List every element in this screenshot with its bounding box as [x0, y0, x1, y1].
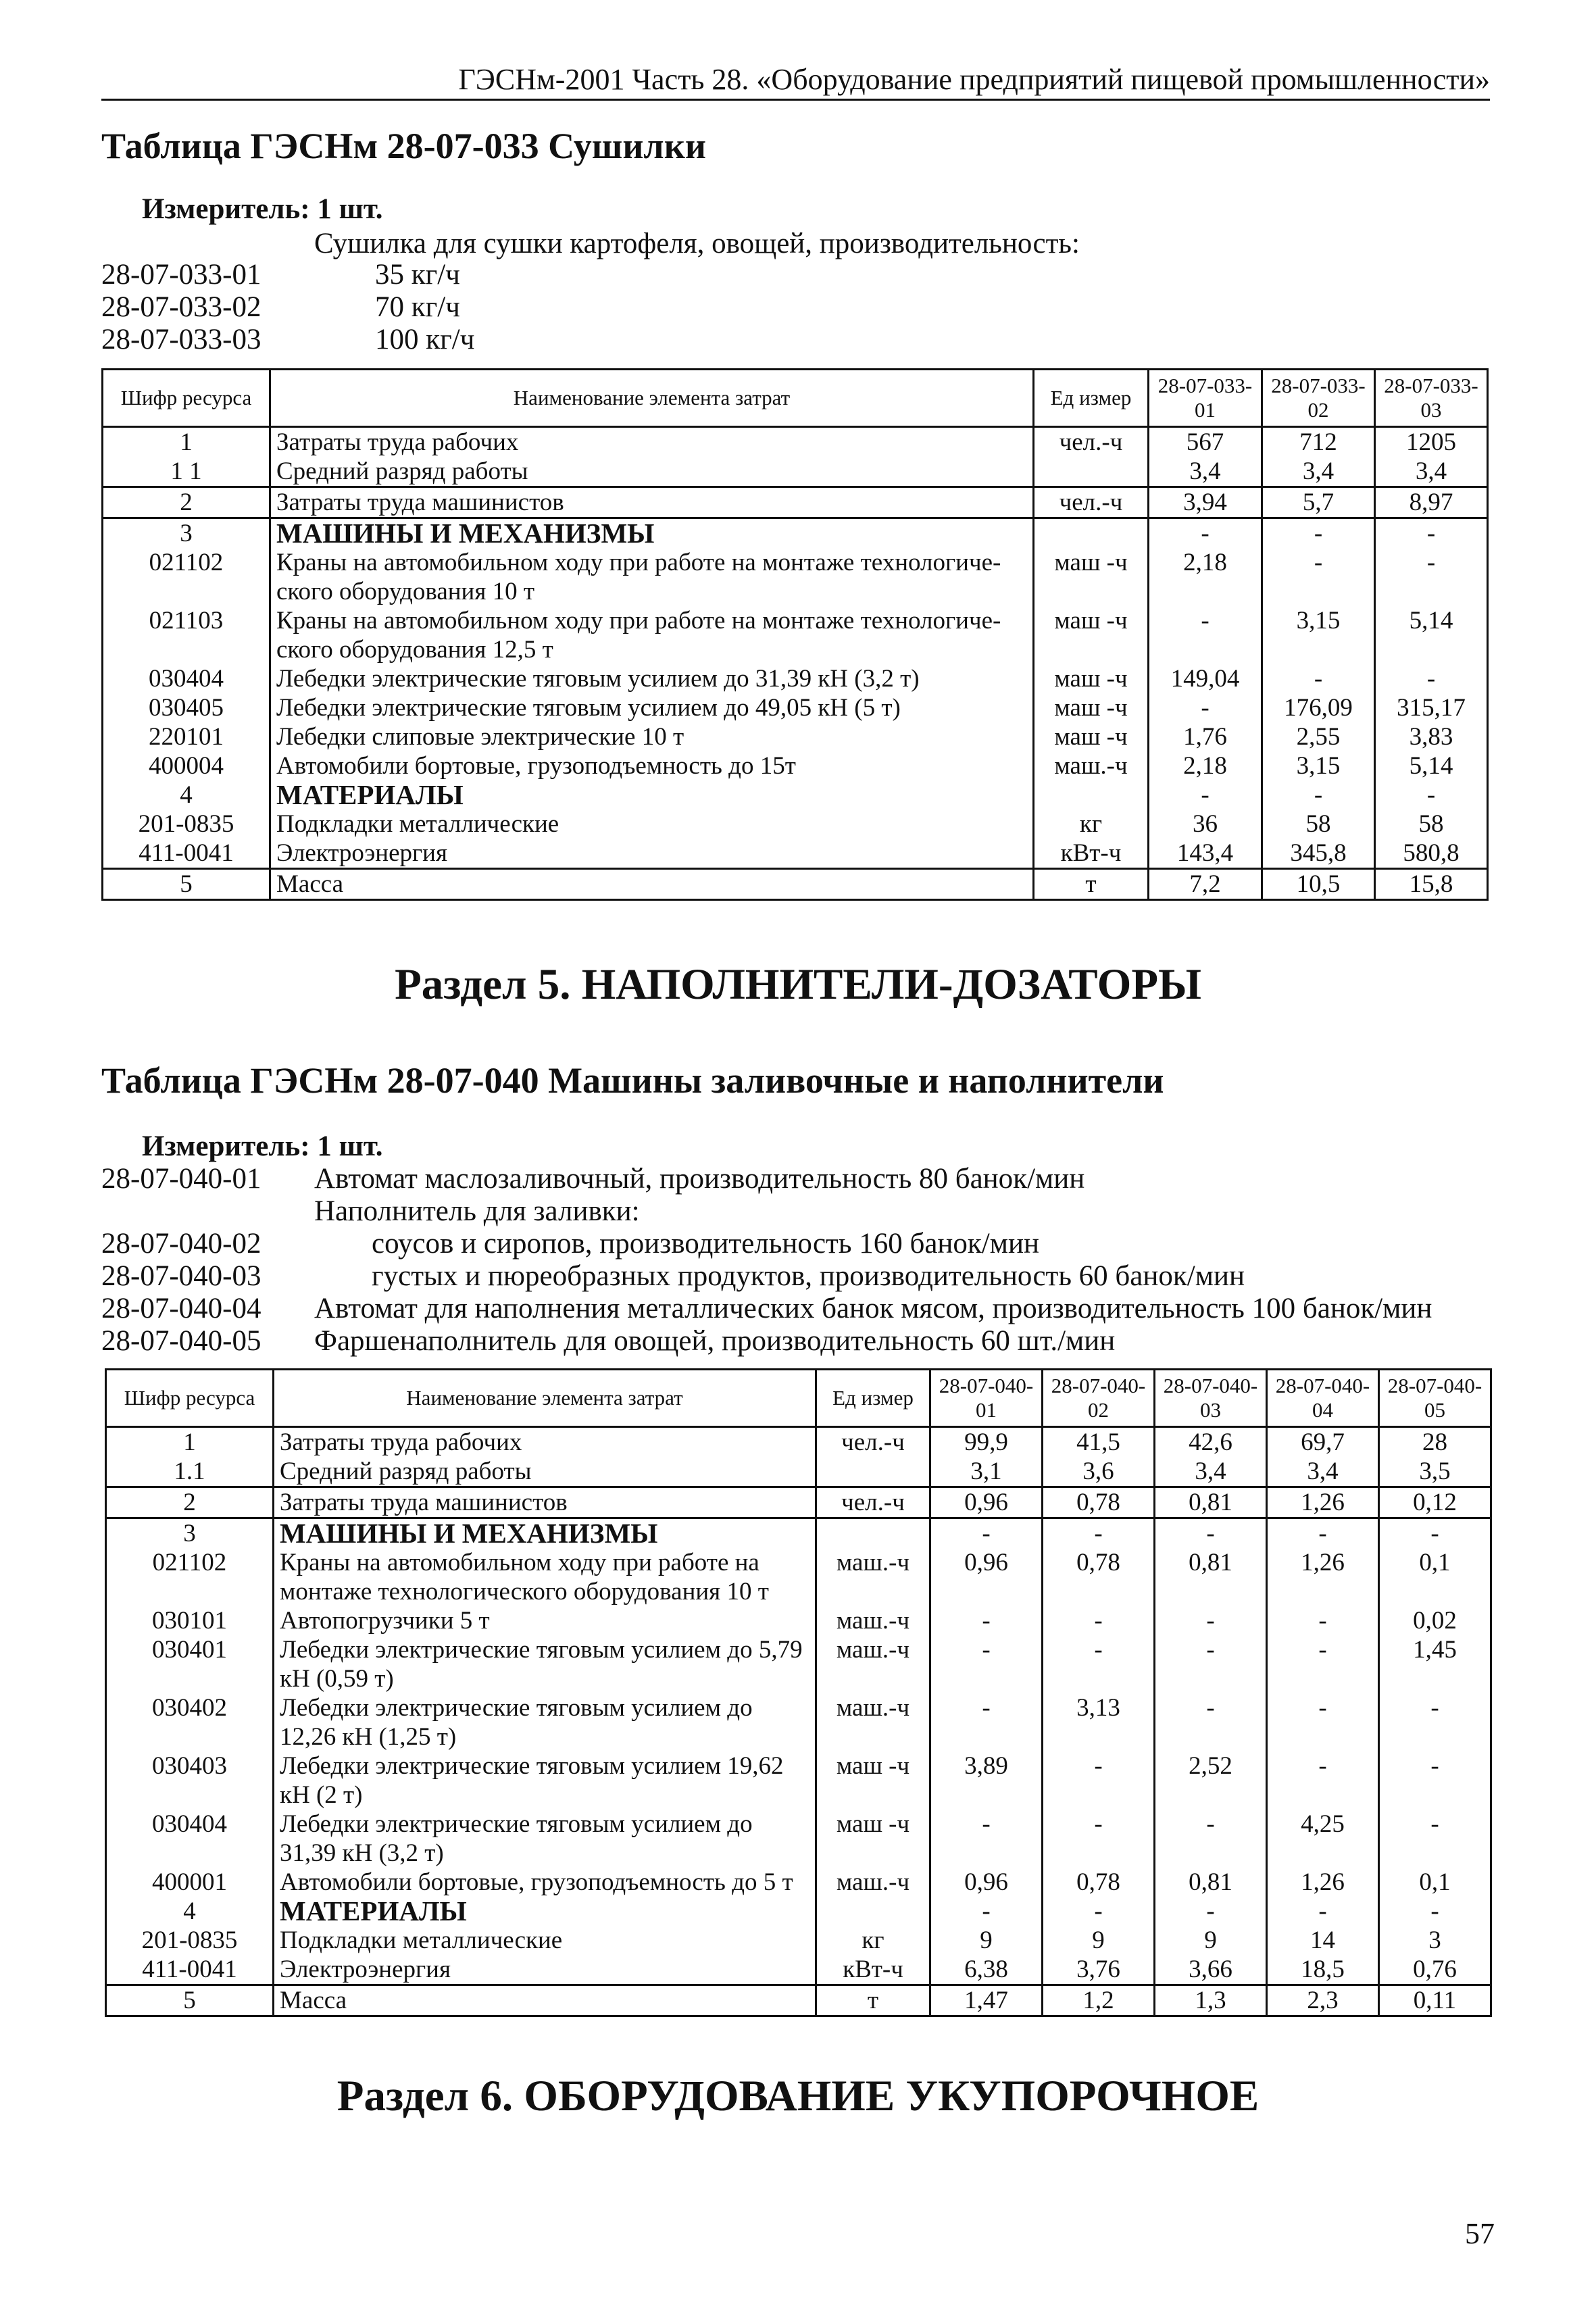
- value-cell: -: [930, 1693, 1043, 1751]
- resource-code: 030402: [106, 1693, 274, 1751]
- value-cell: -: [1267, 1897, 1379, 1926]
- value-cell: 0,96: [930, 1487, 1043, 1518]
- value-cell: -: [1379, 1810, 1491, 1868]
- cost-element-name: МАТЕРИАЛЫ: [274, 1897, 816, 1926]
- value-cell: 1,2: [1043, 1985, 1155, 2016]
- resource-table-28-07-040: [105, 1368, 1492, 2017]
- value-cell: 99,9: [930, 1427, 1043, 1458]
- value-cell: 9: [930, 1926, 1043, 1955]
- item-text: 70 кг/ч: [375, 291, 460, 323]
- value-cell: -: [1267, 1751, 1379, 1810]
- value-cell: 0,96: [930, 1868, 1043, 1897]
- value-cell: 1,76: [1149, 722, 1262, 751]
- value-cell: 0,1: [1379, 1868, 1491, 1897]
- table-row: [103, 548, 1488, 606]
- value-cell: 28: [1379, 1427, 1491, 1458]
- value-cell: -: [1043, 1606, 1155, 1635]
- header-col: 28-07-033-01: [1149, 370, 1262, 427]
- item-code: 28-07-033-01: [101, 259, 261, 291]
- value-cell: 176,09: [1262, 693, 1375, 722]
- value-cell: 4,25: [1267, 1810, 1379, 1868]
- cost-element-name: Затраты труда машинистов: [270, 487, 1034, 518]
- value-cell: -: [1043, 1635, 1155, 1693]
- value-cell: 1,3: [1155, 1985, 1267, 2016]
- header-col: 28-07-040-04: [1267, 1370, 1379, 1427]
- unit: [1034, 780, 1149, 810]
- value-cell: 0,12: [1379, 1487, 1491, 1518]
- value-cell: 315,17: [1375, 693, 1488, 722]
- value-cell: -: [1379, 1693, 1491, 1751]
- value-cell: -: [1267, 1635, 1379, 1693]
- item-text: 100 кг/ч: [375, 324, 475, 355]
- resource-code: 4: [106, 1897, 274, 1926]
- value-cell: 1,45: [1379, 1635, 1491, 1693]
- table-row: [103, 780, 1488, 810]
- value-cell: -: [1379, 1897, 1491, 1926]
- value-cell: 2,18: [1149, 548, 1262, 606]
- cost-element-name: Затраты труда рабочих: [270, 427, 1034, 457]
- unit: кВт-ч: [816, 1955, 930, 1985]
- resource-code: 4: [103, 780, 270, 810]
- header-col: 28-07-040-02: [1043, 1370, 1155, 1427]
- value-cell: -: [930, 1810, 1043, 1868]
- header-unit: Ед измер: [1034, 370, 1149, 427]
- cost-element-name: Лебедки электрические тяговым усилием до 31,39 кН (3,2 т): [274, 1810, 816, 1868]
- unit: т: [1034, 869, 1149, 900]
- cost-element-name: Подкладки металлические: [270, 810, 1034, 839]
- value-cell: 42,6: [1155, 1427, 1267, 1458]
- value-cell: 58: [1375, 810, 1488, 839]
- header-col: 28-07-040-01: [930, 1370, 1043, 1427]
- header-col: 28-07-040-03: [1155, 1370, 1267, 1427]
- table-description: Сушилка для сушки картофеля, овощей, производительность:: [314, 228, 1080, 259]
- unit: маш -ч: [816, 1810, 930, 1868]
- value-cell: -: [1262, 664, 1375, 693]
- value-cell: 1205: [1375, 427, 1488, 457]
- table-row: [103, 869, 1488, 900]
- value-cell: 9: [1155, 1926, 1267, 1955]
- value-cell: 345,8: [1262, 839, 1375, 869]
- resource-code: 220101: [103, 722, 270, 751]
- table-row: [106, 1548, 1491, 1606]
- item-code: 28-07-033-02: [101, 291, 261, 323]
- value-cell: 0,81: [1155, 1548, 1267, 1606]
- cost-element-name: Автопогрузчики 5 т: [274, 1606, 816, 1635]
- value-cell: 1,26: [1267, 1548, 1379, 1606]
- unit: [816, 1457, 930, 1487]
- page-number: 57: [1465, 2217, 1495, 2250]
- resource-code: 021103: [103, 606, 270, 664]
- cost-element-name: Затраты труда рабочих: [274, 1427, 816, 1458]
- item-text: Автомат маслозаливочный, производительность 80 банок/мин: [314, 1163, 1085, 1195]
- item-text: Фаршенаполнитель для овощей, производительность 60 шт./мин: [314, 1325, 1116, 1357]
- value-cell: 3,6: [1043, 1457, 1155, 1487]
- table-row: [106, 1955, 1491, 1985]
- value-cell: 5,7: [1262, 487, 1375, 518]
- header-col: 28-07-033-03: [1375, 370, 1488, 427]
- resource-code: 411-0041: [106, 1955, 274, 1985]
- value-cell: 6,38: [930, 1955, 1043, 1985]
- cost-element-name: Электроэнергия: [270, 839, 1034, 869]
- table-row: [106, 1606, 1491, 1635]
- value-cell: -: [1149, 606, 1262, 664]
- cost-element-name: Средний разряд работы: [274, 1457, 816, 1487]
- value-cell: 15,8: [1375, 869, 1488, 900]
- value-cell: -: [930, 1635, 1043, 1693]
- cost-element-name: Краны на автомобильном ходу при работе на монтаже технологиче-ского оборудования 10 т: [270, 548, 1034, 606]
- unit: [1034, 457, 1149, 487]
- cost-element-name: Лебедки слиповые электрические 10 т: [270, 722, 1034, 751]
- value-cell: 0,78: [1043, 1868, 1155, 1897]
- value-cell: -: [1379, 1751, 1491, 1810]
- value-cell: 7,2: [1149, 869, 1262, 900]
- cost-element-name: Лебедки электрические тяговым усилием до 49,05 кН (5 т): [270, 693, 1034, 722]
- resource-code: 1 1: [103, 457, 270, 487]
- value-cell: -: [1267, 1693, 1379, 1751]
- unit: т: [816, 1985, 930, 2016]
- item-text: соусов и сиропов, производительность 160 банок/мин: [372, 1228, 1039, 1260]
- resource-code: 2: [106, 1487, 274, 1518]
- cost-element-name: Масса: [274, 1985, 816, 2016]
- value-cell: -: [1262, 780, 1375, 810]
- value-cell: 149,04: [1149, 664, 1262, 693]
- table-row: [103, 839, 1488, 869]
- unit: чел.-ч: [816, 1487, 930, 1518]
- value-cell: -: [1043, 1810, 1155, 1868]
- unit: маш -ч: [1034, 722, 1149, 751]
- table-row: [106, 1457, 1491, 1487]
- value-cell: 0,81: [1155, 1868, 1267, 1897]
- cost-element-name: Лебедки электрические тяговым усилием до 12,26 кН (1,25 т): [274, 1693, 816, 1751]
- cost-element-name: Краны на автомобильном ходу при работе на монтаже технологического оборудования 10 т: [274, 1548, 816, 1606]
- table-row: [103, 457, 1488, 487]
- value-cell: 3,15: [1262, 606, 1375, 664]
- value-cell: -: [1379, 1518, 1491, 1549]
- cost-element-name: Лебедки электрические тяговым усилием 19,62 кН (2 т): [274, 1751, 816, 1810]
- resource-table-28-07-033: [101, 368, 1489, 901]
- table-row: [103, 427, 1488, 457]
- value-cell: 36: [1149, 810, 1262, 839]
- unit: [1034, 518, 1149, 549]
- value-cell: 1,26: [1267, 1868, 1379, 1897]
- section-5-heading: Раздел 5. НАПОЛНИТЕЛИ-ДОЗАТОРЫ: [395, 960, 1201, 1009]
- cost-element-name: Автомобили бортовые, грузоподъемность до 5 т: [274, 1868, 816, 1897]
- item-code: 28-07-040-02: [101, 1228, 261, 1260]
- item-code: 28-07-040-03: [101, 1260, 261, 1292]
- unit: маш -ч: [816, 1751, 930, 1810]
- unit: маш.-ч: [816, 1693, 930, 1751]
- value-cell: -: [1262, 548, 1375, 606]
- header-unit: Ед измер: [816, 1370, 930, 1427]
- header-col: 28-07-040-05: [1379, 1370, 1491, 1427]
- table-row: [106, 1487, 1491, 1518]
- cost-element-name: Автомобили бортовые, грузоподъемность до 15т: [270, 751, 1034, 780]
- value-cell: 2,3: [1267, 1985, 1379, 2016]
- cost-element-name: Затраты труда машинистов: [274, 1487, 816, 1518]
- table-row: [103, 810, 1488, 839]
- resource-code: 030405: [103, 693, 270, 722]
- cost-element-name: Краны на автомобильном ходу при работе на монтаже технологиче-ского оборудования 12,5 т: [270, 606, 1034, 664]
- value-cell: 18,5: [1267, 1955, 1379, 1985]
- table-row: [106, 1751, 1491, 1810]
- value-cell: 580,8: [1375, 839, 1488, 869]
- meter-line: [142, 1130, 383, 1163]
- resource-code: 201-0835: [103, 810, 270, 839]
- value-cell: 0,11: [1379, 1985, 1491, 2016]
- unit: чел.-ч: [816, 1427, 930, 1458]
- meter-label: Измеритель:: [142, 193, 310, 225]
- resource-code: 2: [103, 487, 270, 518]
- value-cell: 3,5: [1379, 1457, 1491, 1487]
- item-code: 28-07-040-04: [101, 1293, 261, 1324]
- cost-element-name: Масса: [270, 869, 1034, 900]
- resource-code: 1: [103, 427, 270, 457]
- cost-element-name: Подкладки металлические: [274, 1926, 816, 1955]
- item-code: 28-07-033-03: [101, 324, 261, 355]
- header-name: Наименование элемента затрат: [274, 1370, 816, 1427]
- value-cell: -: [930, 1518, 1043, 1549]
- unit: маш.-ч: [816, 1548, 930, 1606]
- unit: маш.-ч: [816, 1606, 930, 1635]
- value-cell: 69,7: [1267, 1427, 1379, 1458]
- unit: маш.-ч: [816, 1868, 930, 1897]
- unit: кВт-ч: [1034, 839, 1149, 869]
- running-header: ГЭСНм-2001 Часть 28. «Оборудование предприятий пищевой промышленности»: [458, 63, 1490, 96]
- value-cell: 8,97: [1375, 487, 1488, 518]
- cost-element-name: Лебедки электрические тяговым усилием до 31,39 кН (3,2 т): [270, 664, 1034, 693]
- unit: чел.-ч: [1034, 487, 1149, 518]
- resource-code: 400004: [103, 751, 270, 780]
- resource-code: 030401: [106, 1635, 274, 1693]
- resource-code: 400001: [106, 1868, 274, 1897]
- table-title-28-07-040: Таблица ГЭСНм 28-07-040 Машины заливочные и наполнители: [101, 1060, 1164, 1101]
- value-cell: -: [1043, 1518, 1155, 1549]
- value-cell: -: [1149, 693, 1262, 722]
- unit: маш -ч: [1034, 664, 1149, 693]
- table-row: [106, 1926, 1491, 1955]
- value-cell: -: [1155, 1518, 1267, 1549]
- header-rule: [101, 99, 1490, 101]
- value-cell: 5,14: [1375, 751, 1488, 780]
- table-row: [106, 1518, 1491, 1549]
- value-cell: 58: [1262, 810, 1375, 839]
- item-text: густых и пюреобразных продуктов, производительность 60 банок/мин: [372, 1260, 1245, 1292]
- meter-line: [142, 193, 383, 226]
- unit: маш.-ч: [816, 1635, 930, 1693]
- section-6-heading: Раздел 6. ОБОРУДОВАНИЕ УКУПОРОЧНОЕ: [336, 2072, 1260, 2120]
- value-cell: -: [1155, 1635, 1267, 1693]
- value-cell: -: [1267, 1606, 1379, 1635]
- table-row: [103, 693, 1488, 722]
- value-cell: 3,4: [1267, 1457, 1379, 1487]
- value-cell: 9: [1043, 1926, 1155, 1955]
- header-name: Наименование элемента затрат: [270, 370, 1034, 427]
- value-cell: 3,89: [930, 1751, 1043, 1810]
- unit: чел.-ч: [1034, 427, 1149, 457]
- value-cell: 3,4: [1155, 1457, 1267, 1487]
- value-cell: 5,14: [1375, 606, 1488, 664]
- table-row: [103, 487, 1488, 518]
- value-cell: 0,78: [1043, 1548, 1155, 1606]
- value-cell: -: [1149, 518, 1262, 549]
- header-code: Шифр ресурса: [103, 370, 270, 427]
- cost-element-name: Средний разряд работы: [270, 457, 1034, 487]
- meter-value: 1 шт.: [317, 193, 383, 225]
- value-cell: 3,15: [1262, 751, 1375, 780]
- table-row: [106, 1635, 1491, 1693]
- item-text: Наполнитель для заливки:: [314, 1195, 640, 1227]
- item-text: Автомат для наполнения металлических банок мясом, производительность 100 банок/мин: [314, 1293, 1432, 1324]
- table-row: [106, 1810, 1491, 1868]
- value-cell: 143,4: [1149, 839, 1262, 869]
- value-cell: -: [1375, 518, 1488, 549]
- header-code: Шифр ресурса: [106, 1370, 274, 1427]
- value-cell: 41,5: [1043, 1427, 1155, 1458]
- item-text: 35 кг/ч: [375, 259, 460, 291]
- value-cell: 2,52: [1155, 1751, 1267, 1810]
- resource-code: 3: [103, 518, 270, 549]
- value-cell: 0,1: [1379, 1548, 1491, 1606]
- value-cell: 712: [1262, 427, 1375, 457]
- table-row: [103, 751, 1488, 780]
- resource-code: 021102: [103, 548, 270, 606]
- unit: [816, 1897, 930, 1926]
- value-cell: -: [1267, 1518, 1379, 1549]
- resource-code: 1.1: [106, 1457, 274, 1487]
- unit: маш -ч: [1034, 606, 1149, 664]
- resource-code: 5: [106, 1985, 274, 2016]
- resource-code: 411-0041: [103, 839, 270, 869]
- cost-element-name: МАШИНЫ И МЕХАНИЗМЫ: [270, 518, 1034, 549]
- table-row: [106, 1868, 1491, 1897]
- table-row: [106, 1897, 1491, 1926]
- value-cell: 1,47: [930, 1985, 1043, 2016]
- resource-code: 201-0835: [106, 1926, 274, 1955]
- resource-code: 1: [106, 1427, 274, 1458]
- value-cell: 3,76: [1043, 1955, 1155, 1985]
- value-cell: 3,4: [1149, 457, 1262, 487]
- item-code: 28-07-040-01: [101, 1163, 261, 1195]
- unit: кг: [816, 1926, 930, 1955]
- value-cell: 0,96: [930, 1548, 1043, 1606]
- unit: маш.-ч: [1034, 751, 1149, 780]
- value-cell: -: [930, 1606, 1043, 1635]
- value-cell: 14: [1267, 1926, 1379, 1955]
- resource-code: 3: [106, 1518, 274, 1549]
- value-cell: 3,4: [1375, 457, 1488, 487]
- value-cell: -: [1375, 664, 1488, 693]
- value-cell: 3,13: [1043, 1693, 1155, 1751]
- value-cell: -: [1043, 1751, 1155, 1810]
- table-row: [106, 1693, 1491, 1751]
- unit: кг: [1034, 810, 1149, 839]
- table-title-28-07-033: Таблица ГЭСНм 28-07-033 Сушилки: [101, 126, 706, 166]
- value-cell: -: [1262, 518, 1375, 549]
- unit: маш -ч: [1034, 693, 1149, 722]
- value-cell: 2,55: [1262, 722, 1375, 751]
- value-cell: -: [930, 1897, 1043, 1926]
- value-cell: 0,81: [1155, 1487, 1267, 1518]
- value-cell: -: [1155, 1810, 1267, 1868]
- value-cell: 0,78: [1043, 1487, 1155, 1518]
- value-cell: -: [1155, 1693, 1267, 1751]
- cost-element-name: МАШИНЫ И МЕХАНИЗМЫ: [274, 1518, 816, 1549]
- value-cell: -: [1043, 1897, 1155, 1926]
- value-cell: 3,94: [1149, 487, 1262, 518]
- resource-code: 030404: [106, 1810, 274, 1868]
- table-row: [103, 606, 1488, 664]
- value-cell: -: [1149, 780, 1262, 810]
- resource-code: 030403: [106, 1751, 274, 1810]
- value-cell: 3,1: [930, 1457, 1043, 1487]
- resource-code: 030404: [103, 664, 270, 693]
- header-col: 28-07-033-02: [1262, 370, 1375, 427]
- cost-element-name: МАТЕРИАЛЫ: [270, 780, 1034, 810]
- value-cell: 3,4: [1262, 457, 1375, 487]
- meter-value: 1 шт.: [317, 1130, 383, 1162]
- item-code: 28-07-040-05: [101, 1325, 261, 1357]
- value-cell: 3,83: [1375, 722, 1488, 751]
- meter-label: Измеритель:: [142, 1130, 310, 1162]
- table-row: [103, 722, 1488, 751]
- value-cell: -: [1155, 1897, 1267, 1926]
- value-cell: -: [1155, 1606, 1267, 1635]
- unit: маш -ч: [1034, 548, 1149, 606]
- cost-element-name: Лебедки электрические тяговым усилием до 5,79 кН (0,59 т): [274, 1635, 816, 1693]
- value-cell: 0,76: [1379, 1955, 1491, 1985]
- resource-code: 030101: [106, 1606, 274, 1635]
- table-row: [103, 518, 1488, 549]
- resource-code: 5: [103, 869, 270, 900]
- unit: [816, 1518, 930, 1549]
- table-row: [106, 1427, 1491, 1458]
- resource-code: 021102: [106, 1548, 274, 1606]
- value-cell: 2,18: [1149, 751, 1262, 780]
- value-cell: 0,02: [1379, 1606, 1491, 1635]
- value-cell: 10,5: [1262, 869, 1375, 900]
- value-cell: 3,66: [1155, 1955, 1267, 1985]
- value-cell: -: [1375, 548, 1488, 606]
- value-cell: -: [1375, 780, 1488, 810]
- table-row: [103, 664, 1488, 693]
- cost-element-name: Электроэнергия: [274, 1955, 816, 1985]
- table-row: [106, 1985, 1491, 2016]
- value-cell: 3: [1379, 1926, 1491, 1955]
- value-cell: 567: [1149, 427, 1262, 457]
- value-cell: 1,26: [1267, 1487, 1379, 1518]
